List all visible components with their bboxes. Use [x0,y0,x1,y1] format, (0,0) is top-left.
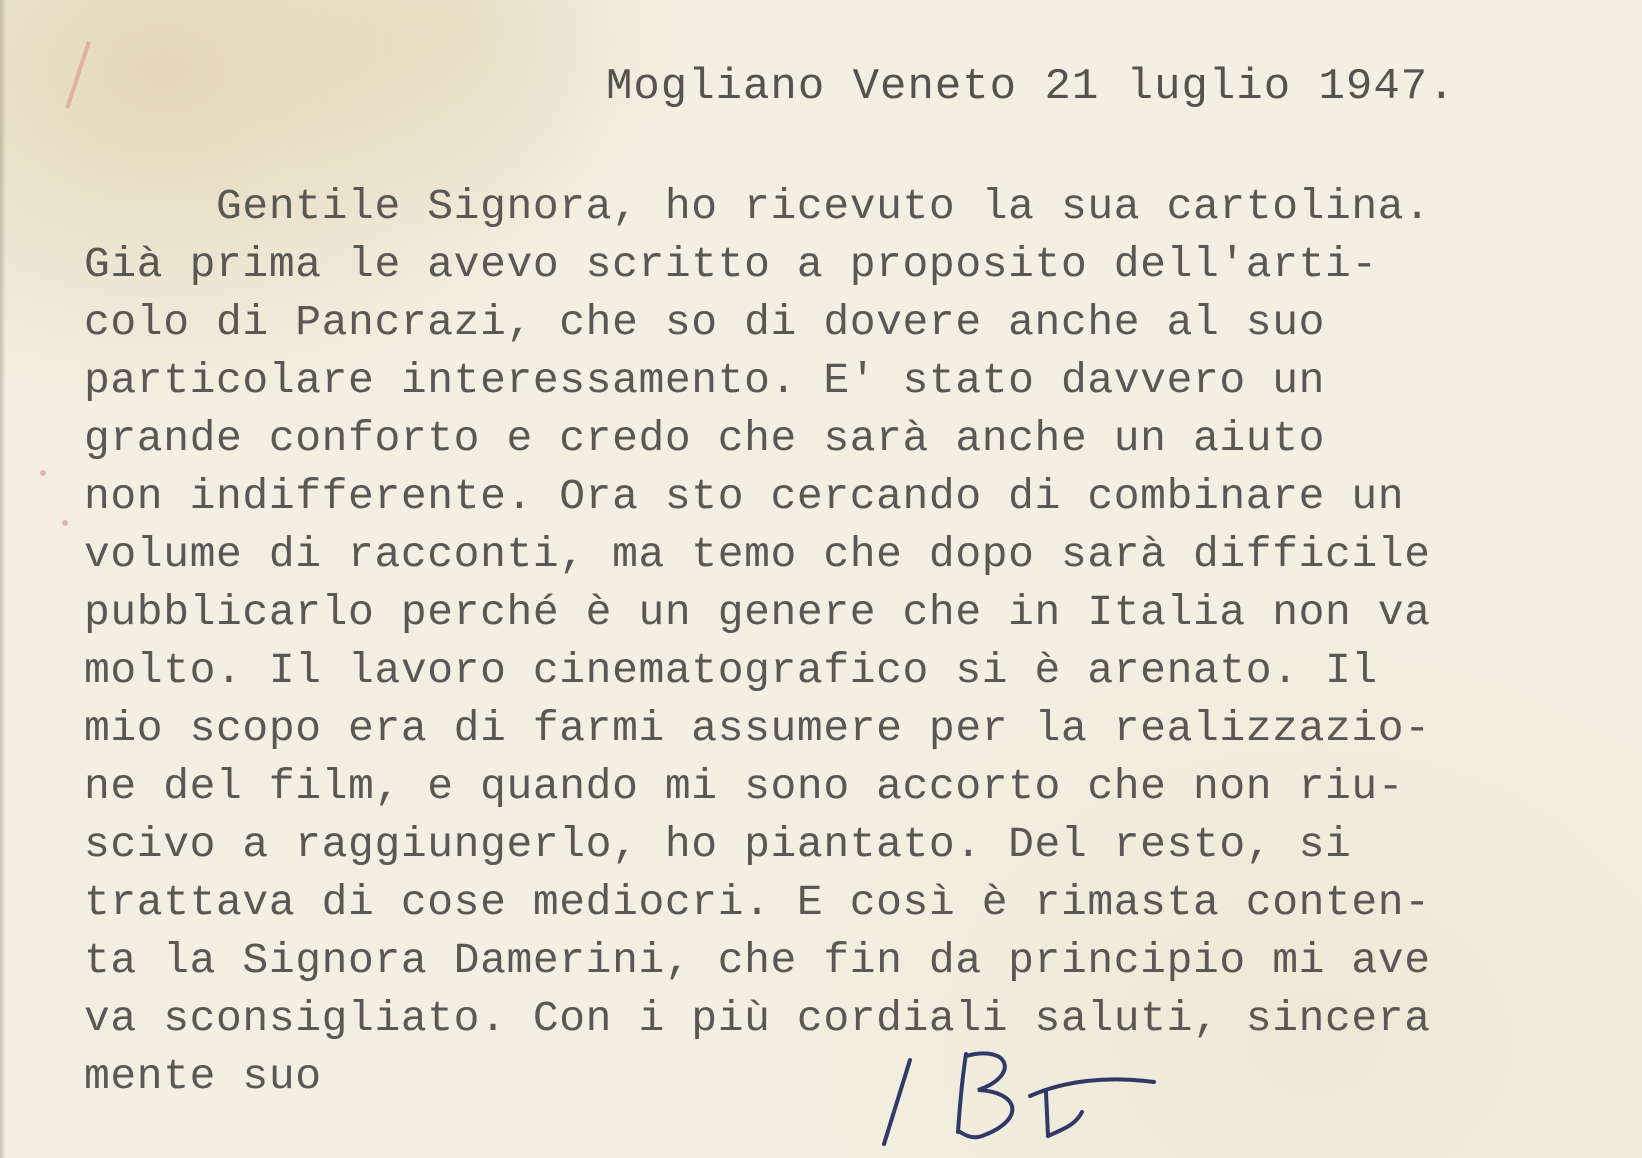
body-line: molto. Il lavoro cinematografico si è arenato. Il [84,646,1378,695]
body-line: Già prima le avevo scritto a proposito dell'arti- [84,240,1378,289]
red-ink-dot [40,470,46,476]
body-line: colo di Pancrazi, che so di dovere anche al suo [84,298,1325,347]
letter-body [84,178,1642,1106]
body-line: Gentile Signora, ho ricevuto la sua cartolina. [84,182,1431,231]
body-line: scivo a raggiungerlo, ho piantato. Del resto, si [84,820,1352,869]
dateline: Mogliano Veneto 21 luglio 1947. [606,62,1456,112]
body-line: trattava di cose mediocri. E così è rimasta conten- [84,878,1431,927]
body-line: ta la Signora Damerini, che fin da principio mi ave [84,936,1431,985]
body-line: mente suo [84,1052,322,1101]
handwritten-signature [870,1040,1210,1150]
body-line: va sconsigliato. Con i più cordiali saluti, sincera [84,994,1431,1043]
body-line: particolare interessamento. E' stato davvero un [84,356,1325,405]
body-line: non indifferente. Ora sto cercando di combinare un [84,472,1405,521]
red-ink-dot [62,520,68,526]
body-line: mio scopo era di farmi assumere per la realizzazio- [84,704,1431,753]
red-ink-mark [65,41,90,109]
body-line: grande conforto e credo che sarà anche un aiuto [84,414,1325,463]
body-line: ne del film, e quando mi sono accorto che non riu- [84,762,1405,811]
body-line: pubblicarlo perché è un genere che in Italia non va [84,588,1431,637]
body-line: volume di racconti, ma temo che dopo sarà difficile [84,530,1431,579]
